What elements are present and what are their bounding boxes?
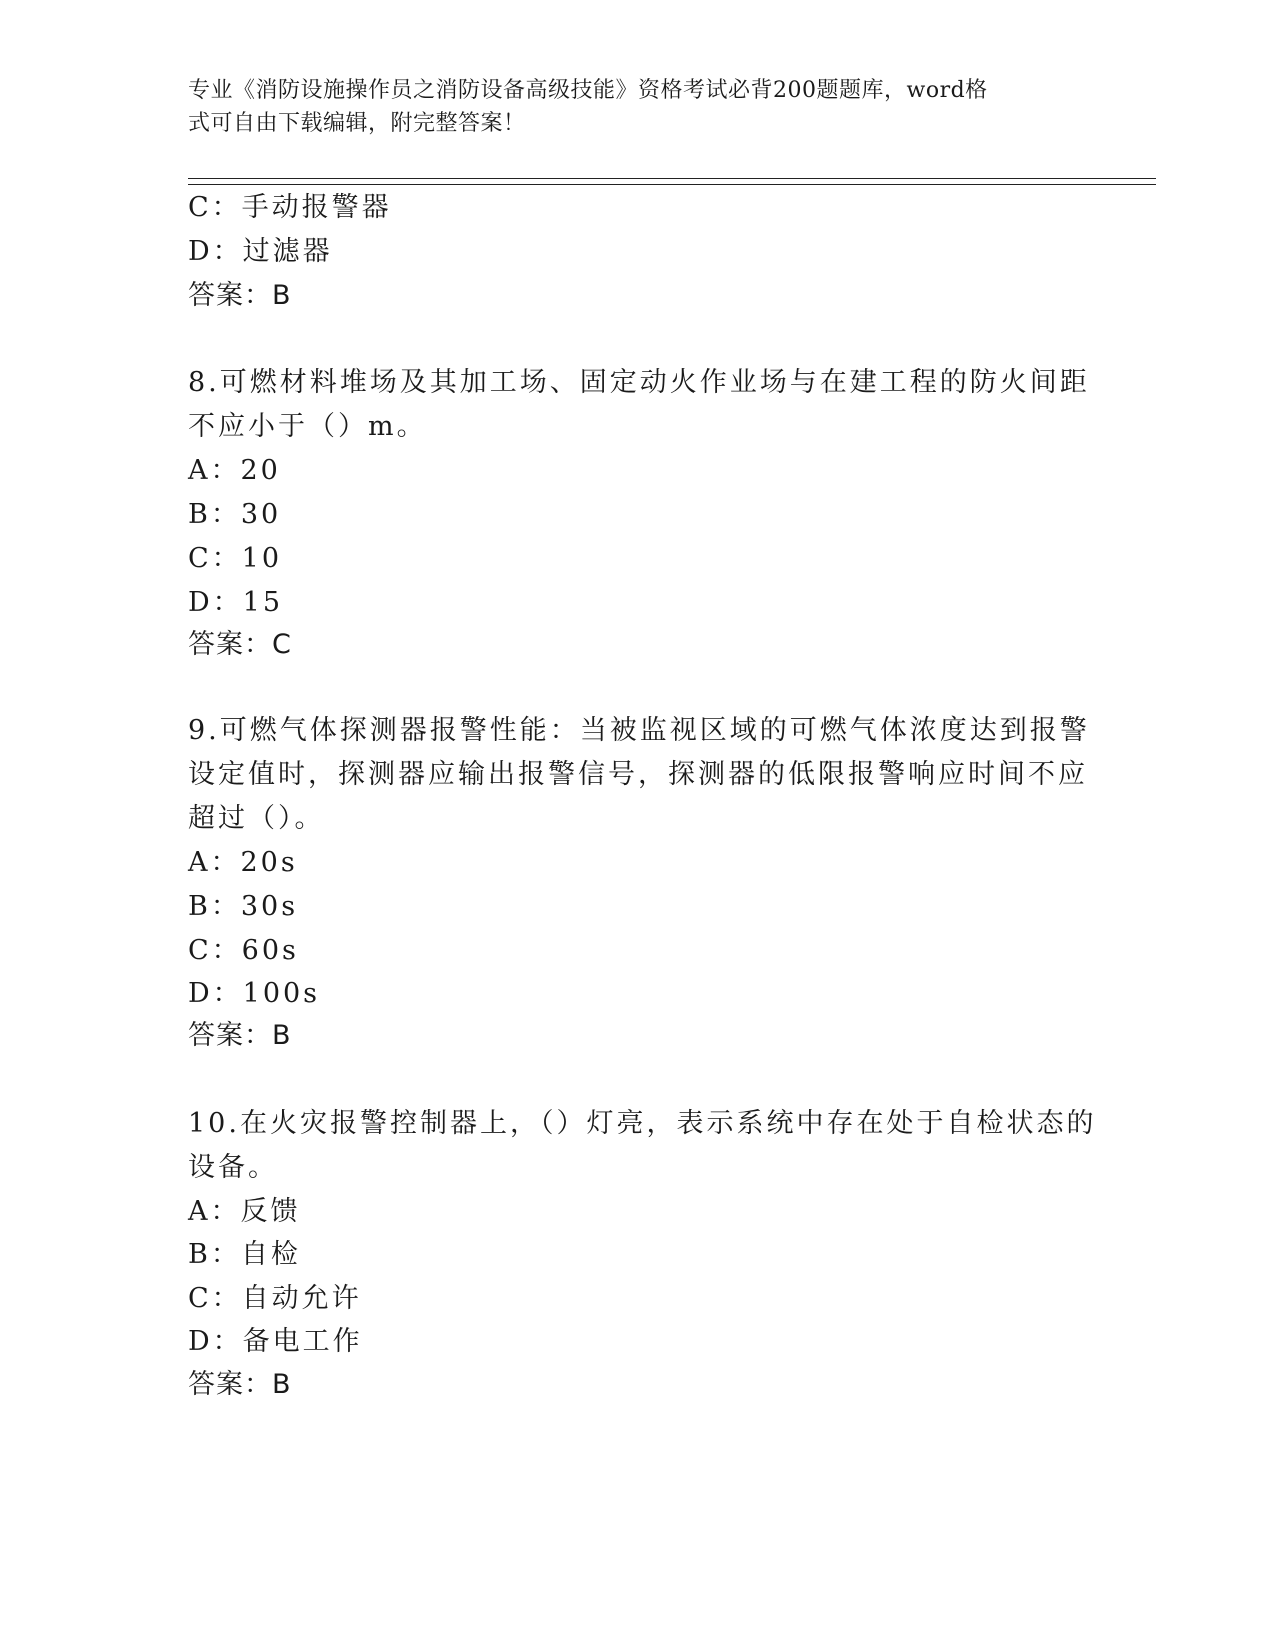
q9-option-c: C：60s [188,935,299,966]
header-line-1: 专业《消防设施操作员之消防设备高级技能》资格考试必背200题题库，word格 [188,78,988,103]
q9-option-a: A：20s [188,847,298,878]
q10-option-a: A：反馈 [188,1196,301,1227]
q7-answer: 答案：B [188,280,292,311]
q8-stem-line-1: 8.可燃材料堆场及其加工场、固定动火作业场与在建工程的防火间距 [188,367,1090,398]
q8-stem-line-2: 不应小于（）m。 [188,411,427,442]
q10-stem-line-2: 设备。 [188,1152,278,1183]
q9-stem-line-1: 9.可燃气体探测器报警性能：当被监视区域的可燃气体浓度达到报警 [188,715,1090,746]
q10-answer: 答案：B [188,1369,292,1400]
q10-option-d: D：备电工作 [188,1326,363,1357]
document-header [188,74,1068,140]
q9-stem-line-3: 超过（）。 [188,803,325,834]
q8-option-b: B：30 [188,499,282,530]
header-line-2: 式可自由下载编辑，附完整答案！ [188,111,526,136]
q10-option-c: C：自动允许 [188,1283,362,1314]
q7-option-d: D：过滤器 [188,236,333,267]
header-divider-bottom [188,184,1156,185]
q8-answer: 答案：C [188,629,292,660]
q8-option-d: D：15 [188,587,284,618]
q9-stem-line-2: 设定值时，探测器应输出报警信号，探测器的低限报警响应时间不应 [188,759,1088,790]
q8-option-a: A：20 [188,455,281,486]
q10-stem-line-1: 10.在火灾报警控制器上，（）灯亮，表示系统中存在处于自检状态的 [188,1108,1097,1139]
q7-option-c: C：手动报警器 [188,192,392,223]
q9-option-d: D：100s [188,978,321,1009]
q8-option-c: C：10 [188,543,283,574]
q9-answer: 答案：B [188,1020,292,1051]
header-divider-top [188,178,1156,179]
q10-option-b: B：自检 [188,1239,301,1270]
q9-option-b: B：30s [188,891,299,922]
